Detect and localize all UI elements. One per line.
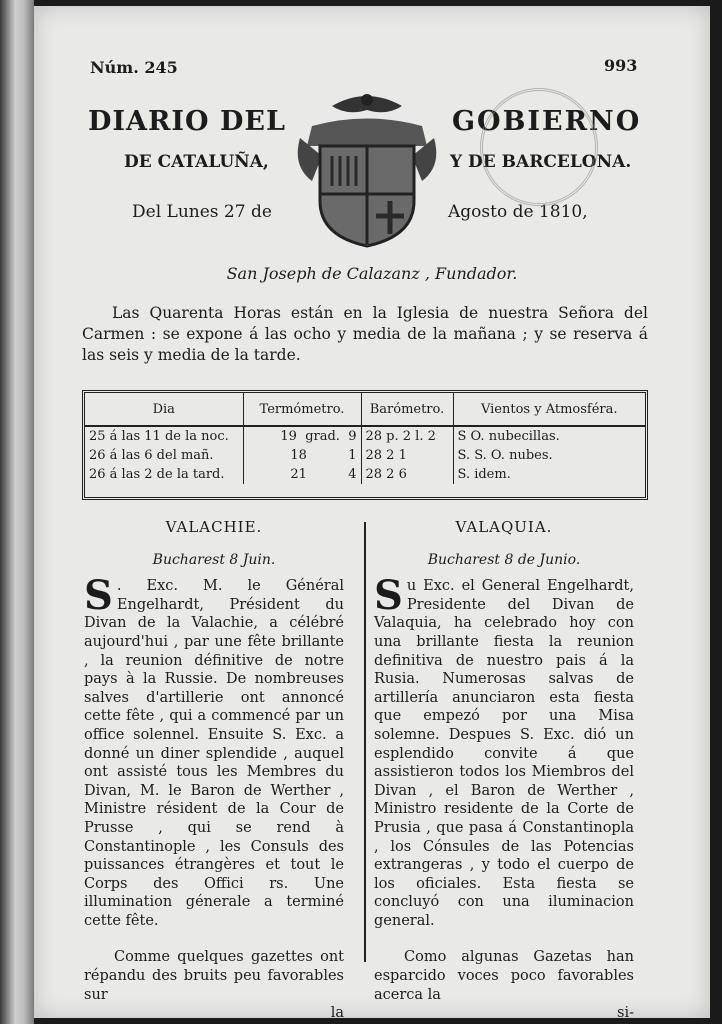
article-dateline: Bucharest 8 de Junio. — [427, 551, 581, 568]
book-binding — [0, 0, 34, 1024]
weather-row: 26 á las 2 de la tard. 21 4 28 2 6 S. idem. — [85, 465, 645, 484]
date-right: Agosto de 1810, — [448, 202, 588, 222]
article-heading: VALACHIE. — [165, 518, 263, 536]
article-body-continued: Comme quelques gazettes ont répandu des bruits peu favorables sur — [84, 949, 344, 1003]
forty-hours-notice: Las Quarenta Horas están en la Iglesia de nuestra Señora del Carmen : se expone á las ocho y media de la mañana ; y se reserva á las seis y media de la tarde. — [82, 304, 648, 364]
page-number: 993 — [604, 56, 638, 75]
title-right: GOBIERNO — [452, 106, 642, 137]
article-spanish — [374, 518, 634, 1018]
column-divider — [364, 522, 366, 962]
saint-of-the-day: San Joseph de Calazanz , Fundador. — [226, 264, 518, 283]
date-left: Del Lunes 27 de — [132, 202, 272, 222]
weather-header: Termómetro. — [243, 393, 361, 426]
article-heading: VALAQUIA. — [455, 518, 553, 536]
article-dateline: Bucharest 8 Juin. — [152, 551, 276, 568]
title-left: DIARIO DEL — [88, 106, 286, 137]
weather-table — [82, 390, 648, 500]
weather-header: Barómetro. — [361, 393, 453, 426]
subtitle-left: DE CATALUÑA, — [124, 152, 269, 172]
issue-number: Núm. 245 — [90, 58, 178, 77]
weather-row: 26 á las 6 del mañ. 18 1 28 2 1 S. S. O. nubes. — [85, 446, 645, 465]
library-stamp — [480, 88, 598, 206]
article-body-continued: Como algunas Gazetas han esparcido voces poco favorables acerca la — [374, 949, 634, 1003]
weather-row: 25 á las 11 de la noc. 19 grad. 9 28 p. 2 l. 2 S O. nubecillas. — [85, 426, 645, 446]
article-catchword: si- — [617, 1005, 634, 1018]
weather-header: Vientos y Atmosféra. — [453, 393, 645, 426]
article-french — [84, 518, 344, 1018]
article-body: Su Exc. el General Engelhardt, Presidente del Divan de Valaquia, ha celebrado hoy con una brillante fiesta la reunion definitiva de nuestro pais á la Rusia. Numerosas salvas de artillería anunciaron esta fiesta que empezó por una Misa solemne. Despues S. Exc. dió un esplendido convite á que assistieron todos los Miembros del Divan , el Baron de Werther , Ministro residente de la Corte de Prusia , que pasa á Constantinopla , los Cónsules de las Potencias extrangeras , y todo el cuerpo de los oficiales. Esta fiesta se concluyó con una iluminacion general. — [374, 572, 634, 929]
newspaper-page — [34, 6, 710, 1018]
subtitle-right: Y DE BARCELONA. — [450, 152, 632, 172]
weather-header: Dia — [85, 393, 243, 426]
article-catchword: la — [330, 1005, 344, 1018]
article-body: S . Exc. M. le Général Engelhardt, Président du Divan de la Valachie, a célébré aujourd'hui , par une fête brillante , la reunion définitive de notre pays à la Russie. De nombreuses salves d'artillerie ont annoncé cette fête , qui a commencé par un office solennel. Ensuite S. Exc. a donné un diner splendide , auquel ont assisté tous les Membres du Divan, M. le Baron de Werther , Ministre résident de la Cour de Prusse , qui se rend à Constantinople , les Consuls des puissances étrangères et tout le Corps des Offici rs. Une illumination génerale a terminé cette fête. — [84, 572, 344, 929]
coat-of-arms-icon — [292, 86, 442, 251]
